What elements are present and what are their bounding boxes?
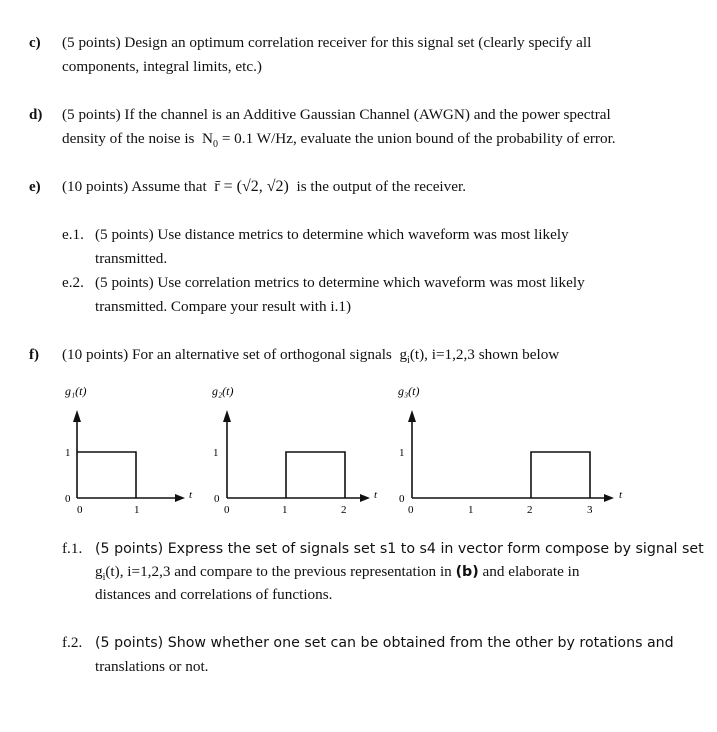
g1-pulse [77, 452, 136, 498]
g1-axis-t: t [189, 489, 193, 501]
part-c-line1: (5 points) Design an optimum correlation receiver for this signal set (clearly specify all [62, 34, 592, 51]
part-f2-line2: translations or not. [95, 658, 209, 675]
g3-plot [386, 380, 636, 520]
gi-symbol: $g_i$ [399, 346, 410, 367]
g2-pulse [286, 452, 345, 498]
g2-xtick-1: 1 [282, 504, 288, 516]
g1-origin-bottom: 0 [77, 504, 83, 516]
part-d-line2: density of the noise is $N_0 = 0.1$ W/Hz, evaluate the union bound of the probability of error. [62, 130, 616, 151]
part-e1-label: e.1. [62, 226, 84, 243]
part-f-label: f) [29, 347, 39, 363]
part-e2-line2: transmitted. Compare your result with i.1) [95, 298, 352, 315]
g2-y-arrow [223, 410, 231, 422]
g1-origin-left: 0 [65, 493, 71, 505]
g1-ylabel: g₁(t) [65, 384, 87, 398]
g2-x-arrow [360, 494, 370, 502]
part-f1-label: f.1. [62, 540, 83, 557]
part-f2-line1: (5 points) Show whether one set can be obtained from the other by rotations and [95, 635, 674, 651]
part-e1-line1: (5 points) Use distance metrics to determine which waveform was most likely [95, 226, 569, 243]
g3-pulse [531, 452, 590, 498]
g2-ylabel: g₂(t) [212, 384, 234, 398]
part-e1-line2: transmitted. [95, 250, 168, 267]
g3-xtick-2: 2 [527, 504, 533, 516]
g2-axis-t: t [374, 489, 378, 501]
part-e2-label: e.2. [62, 274, 84, 291]
g3-origin-bottom: 0 [408, 504, 414, 516]
part-e-line: (10 points) Assume that r̄ = (√2, √2) is the output of the receiver. [62, 178, 467, 195]
g1-plot [55, 380, 195, 520]
part-e2-line1: (5 points) Use correlation metrics to determine which waveform was most likely [95, 274, 585, 291]
part-f2-label: f.2. [62, 634, 83, 651]
g2-origin-left: 0 [214, 493, 220, 505]
part-f-line: (10 points) For an alternative set of orthogonal signals $g_i(t)$, i=1,2,3 shown below [62, 346, 560, 367]
part-c-label: c) [29, 35, 41, 51]
gi-symbol-2: $g_i$ [95, 563, 106, 584]
part-d-line1: (5 points) If the channel is an Additive Gaussian Channel (AWGN) and the power spectral [62, 106, 611, 123]
g1-y-arrow [73, 410, 81, 422]
g2-tick-1: 1 [213, 447, 219, 459]
g1-xtick-1: 1 [134, 504, 140, 516]
g3-x-arrow [604, 494, 614, 502]
part-e-label: e) [29, 179, 41, 195]
noise-psd-symbol: $N_0$ [202, 130, 219, 151]
g2-xtick-2: 2 [341, 504, 347, 516]
g3-origin-left: 0 [399, 493, 405, 505]
g2-plot [200, 380, 385, 520]
part-f1-line1: (5 points) Express the set of signals set s1 to s4 in vector form compose by signal set [95, 541, 704, 557]
part-f1-line2: $g_i(t)$, i=1,2,3 and compare to the previous representation in (b) and elaborate in [95, 563, 580, 584]
g3-ylabel: g₃(t) [398, 384, 420, 398]
g3-xtick-1: 1 [468, 504, 474, 516]
received-vector: r̄ = (√2, √2) [214, 178, 289, 195]
g3-axis-t: t [619, 489, 623, 501]
g3-y-arrow [408, 410, 416, 422]
g3-xtick-3: 3 [587, 504, 593, 516]
g3-tick-1: 1 [399, 447, 405, 459]
g1-x-arrow [175, 494, 185, 502]
part-c-line2: components, integral limits, etc.) [62, 58, 262, 75]
g1-tick-1: 1 [65, 447, 71, 459]
part-d-label: d) [29, 107, 43, 123]
part-f1-line3: distances and correlations of functions. [95, 586, 333, 603]
g2-origin-bottom: 0 [224, 504, 230, 516]
